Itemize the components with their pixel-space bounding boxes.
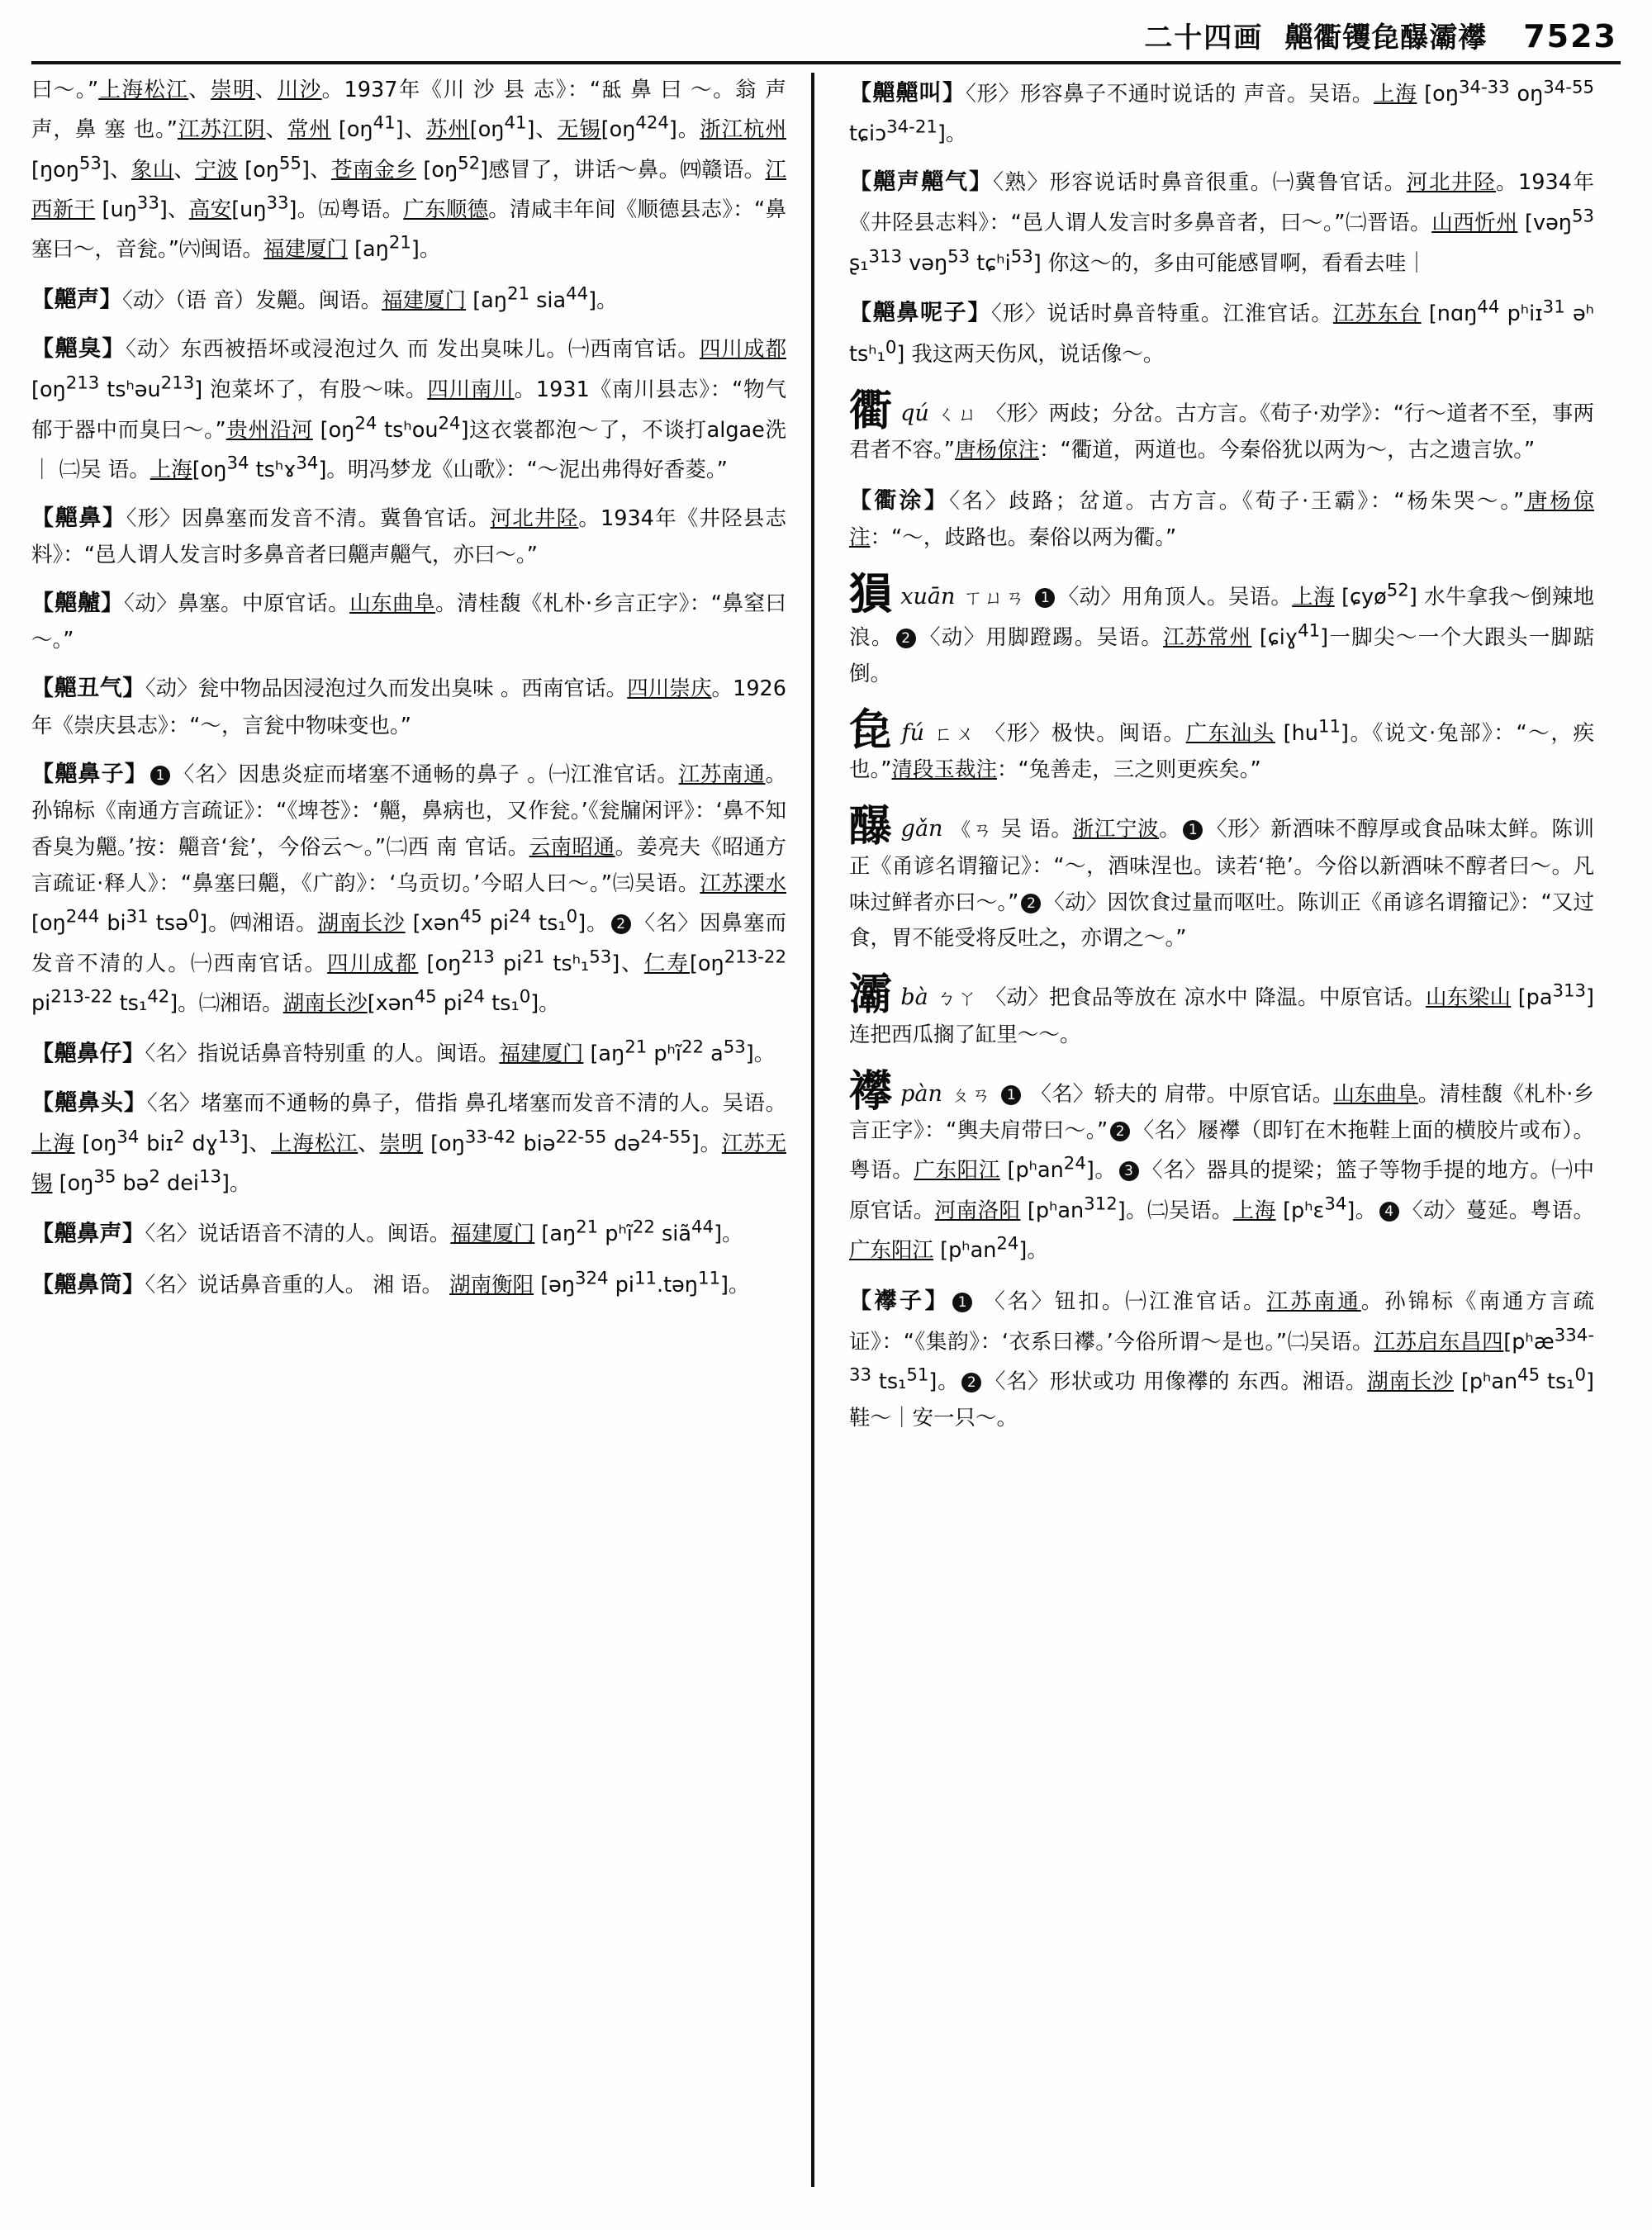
entry-headword: 【齆鼻筒】 (31, 1272, 145, 1298)
entry-body: 〈名〉歧路；岔道。古方言。《荀子·王霸》：“杨朱哭～。”唐杨倞注：“～，歧路也。秦俗以两为衢。” (849, 489, 1595, 551)
entry-body: 〈形〉两歧；分岔。古方言。《荀子·劝学》：“行～道者不至，事两君者不容。”唐杨倞注：“衢道，两道也。今秦俗犹以两为～，古之遗言欤。” (849, 401, 1594, 463)
dictionary-entry (849, 970, 1594, 1053)
dictionary-entry (31, 1033, 786, 1074)
stroke-count-label: 二十四画 (1144, 21, 1264, 55)
entry-head-character: 衢 (849, 386, 893, 436)
entry-headword: 【衢涂】 (849, 488, 950, 515)
header-rule (31, 61, 1621, 64)
page-number: 7523 (1523, 18, 1617, 55)
entry-body: 〈动〉东西被捂坏或浸泡过久 而 发出臭味儿。㈠西南官话。四川成都 [$oŋ^{213}$ tsʰəu$^{213}$] 泡菜坏了，有股～味。四川南川。1931《南川县志》：“物气郁于器中而臭曰～。”贵州沿河 [$oŋ^{24}$ tsʰou$^{24}$]这衣裳都泡～了，不谈打algae洗｜ ㈡吴 语。上海[$oŋ^{34}$ tsʰɤ$^{34}$]。明冯梦龙《山歌》：“～泥出弗得好香菱。” (31, 337, 786, 482)
left-column (31, 73, 806, 2204)
entry-body: 1 〈名〉钮扣。㈠江淮官话。江苏南通。孙锦标《南通方言疏证》：“《集韵》：‘衣系曰襻。’今俗所谓～是也。”㈡吴语。江苏启东昌四[pʰæ$^{334-33}$ ts₁$^{51}$]。 2 〈名〉形状或功 用像襻的 东西。湘语。湖南长沙 [pʰan$^{45}$ ts₁$^0$] 鞋～｜安一只～。 (849, 1288, 1594, 1431)
entry-headword: 【齆齆叫】 (849, 80, 966, 107)
entry-pinyin: bà (900, 985, 928, 1011)
dictionary-entry (31, 585, 786, 659)
dictionary-entry (31, 1264, 786, 1305)
entry-body: 〈名〉说话鼻音重的人。 湘 语。 湖南衡阳 [əŋ$^{324}$ $pi^{11}.təŋ^{11}$]。 (145, 1268, 750, 1298)
entry-body: 1 〈动〉用角顶人。吴语。上海 [ɕyø$^{52}$] 水牛拿我～倒辣地浪。 2 〈动〉用脚蹬踢。吴语。江苏常州 [ɕiɣ$^{41}$]一脚尖～一个大跟头一脚踮倒。 (849, 580, 1594, 687)
dictionary-entry (31, 756, 786, 1022)
entry-zhuyin: ㄆㄢ (950, 1084, 993, 1106)
entry-body: 〈熟〉形容说话时鼻音很重。㈠冀鲁官话。河北井陉。1934年《井陉县志料》：“邑人谓人发言时多鼻音者，曰～。”㈡晋语。山西忻州 [vəŋ$^{53}$ ʂ₁$^{313}$ vəŋ$^{53}$ tɕʰi$^{53}$] 你这～的，多由可能感冒啊，看看去哇｜ (849, 170, 1594, 276)
dictionary-entry (849, 292, 1594, 372)
right-column (819, 73, 1594, 2204)
entry-headword: 【齆鼻声】 (31, 1221, 145, 1247)
entry-pinyin: fú (901, 720, 924, 746)
dictionary-entry (849, 570, 1594, 693)
entry-zhuyin: 《ㄢ (951, 819, 995, 842)
dictionary-entry (31, 500, 786, 574)
entry-pinyin: xuān (900, 584, 956, 610)
entry-body: 吴 语。浙江宁波。 1 〈形〉新酒味不醇厚或食品味太鲜。陈训正《甬谚名谓籀记》：“～，酒味涅也。读若‘艳’。今俗以新酒味不醇者曰～。凡味过鲜者亦曰～。” 2 〈动〉因饮食过量而呕吐。陈训正《甬谚名谓籀记》：“又过食，胃不能受将反吐之，亦谓之～。” (849, 817, 1594, 951)
dictionary-entry (849, 386, 1594, 469)
entry-headword: 【齆鼻呢子】 (849, 300, 991, 326)
entry-body: 1 〈名〉轿夫的 肩带。中原官话。山东曲阜。清桂馥《札朴·乡言正字》：“輿夫肩带曰～。” 2 〈名〉屦襻（即钉在木拖鞋上面的横胶片或布）。粤语。广东阳江 [pʰan$^{24}$]。 3 〈名〉器具的提梁；篮子等物手提的地方。㈠中原官话。河南洛阳 [pʰan$^{312}$]。㈡吴语。上海 [pʰɛ$^{34}$]。 4 〈动〉蔓延。粤语。广东阳江 [pʰan$^{24}$]。 (849, 1081, 1594, 1264)
entry-head-character: 𤠔 (849, 570, 893, 620)
entry-body: 〈动〉把食品等放在 凉水中 降温。中原官话。山东梁山 $[pa^{313}]$ 连把西瓜搁了缸里～～。 (849, 980, 1594, 1047)
entry-body: 〈形〉因鼻塞而发音不清。冀鲁官话。河北井陉。1934年《井陉县志料》：“邑人谓人发言时多鼻音者曰齆声齆气，亦曰～。” (31, 505, 786, 568)
entry-body: 〈动〉瓮中物品因浸泡过久而发出臭味 。西南官话。四川崇庆。1926年《崇庆县志》：“～，言瓮中物味变也。” (31, 676, 786, 738)
entry-pinyin: qú (900, 400, 929, 426)
entry-zhuyin: ㄅㄚ (936, 988, 979, 1010)
dictionary-entry (849, 1283, 1594, 1437)
entry-body: 曰～。”上海松江、崇明、川沙。1937年《川 沙 县 志》：“䑛 鼻 曰 ～。翁 声 声，鼻 塞 也。”江苏江阴、常州 $[oŋ^{41}]$、苏州$[oŋ^{41}]$、无锡$[oŋ^{424}]$。浙江杭州 [ŋoŋ$^{53}$]、象山、宁波 $[oŋ^{55}]$、苍南金乡 $[oŋ^{52}]$感冒了，讲话～鼻。㈣赣语。江西新干 $[uŋ^{33}]$、高安$[uŋ^{33}]$。㈤粤语。广东顺德。清咸丰年间《顺德县志》：“鼻塞曰～，音瓮。”㈥闽语。福建厦门 $[aŋ^{21}]$。 (31, 78, 786, 263)
entry-headword: 【齆鼻仔】 (31, 1041, 145, 1067)
entry-body: 〈名〉说话语音不清的人。闽语。福建厦门 [$aŋ^{21}$ pʰĩ$^{22}$ siã$^{44}$]。 (145, 1217, 743, 1247)
entry-head-character: 襻 (849, 1066, 893, 1117)
dictionary-entry (31, 330, 786, 489)
dictionary-entry (31, 1084, 786, 1203)
header-inner (1144, 15, 1617, 55)
dictionary-entry (849, 802, 1594, 957)
entry-headword: 【齆鼻子】 (31, 761, 149, 787)
entry-zhuyin: ㄑㄩ (937, 403, 979, 425)
entry-head-character: 䤖 (849, 802, 893, 852)
entry-pinyin: gǎn (900, 816, 943, 842)
dictionary-entry (849, 1066, 1594, 1269)
entry-headword: 【齆臭】 (31, 336, 126, 363)
entry-headword: 【齆声齆气】 (849, 169, 994, 196)
entry-headword: 【齆齇】 (31, 591, 124, 617)
page-header (0, 15, 1652, 63)
dictionary-entry (849, 482, 1594, 557)
entry-body: 〈形〉形容鼻子不通时说话的 声音。吴语。上海 [$oŋ^{34-33}$ $oŋ^{34-55}$ tɕiɔ$^{34-21}$]。 (849, 77, 1595, 147)
entry-headword: 【齆丑气】 (31, 676, 145, 702)
entry-body: 〈形〉说话时鼻音特重。江淮官话。江苏东台 [nɑŋ$^{44}$ pʰiɪ$^{31}$ əʰ tsʰ₁$^0$] 我这两天伤风，说话像～。 (849, 297, 1594, 367)
entry-pinyin: pàn (900, 1080, 942, 1107)
entry-body: 〈动〉（语 音）发齆。闽语。福建厦门 [$aŋ^{21}$ sia$^{44}$]。 (122, 283, 618, 313)
dictionary-entry (31, 279, 786, 320)
entry-body: 〈名〉指说话鼻音特别重 的人。闽语。福建厦门 [$aŋ^{21}$ pʰĩ$^{22}$ $a^{53}$]。 (145, 1037, 776, 1067)
dictionary-entry (849, 73, 1594, 153)
entry-body: 〈名〉堵塞而不通畅的鼻子，借指 鼻孔堵塞而发音不清的人。吴语。上海 [$oŋ^{34}$ biɪ$^2$ dɣ$^{13}$]、上海松江、崇明 [$oŋ^{33-42}$ biə$^{22-55}$ də$^{24-55}$]。江苏无锡 [$oŋ^{35}$ bə$^2$ dei$^{13}$]。 (31, 1090, 787, 1196)
dictionary-entry (31, 1213, 786, 1254)
entry-headword: 【齆鼻】 (31, 505, 126, 531)
entry-head-character: 灞 (849, 970, 893, 1021)
entry-zhuyin: ㄈㄨ (932, 724, 978, 745)
entry-body: 〈动〉鼻塞。中原官话。山东曲阜。清桂馥《札朴·乡言正字》：“鼻窒曰～。” (31, 591, 786, 653)
entry-zhuyin: ㄒㄩㄢ (963, 587, 1027, 610)
entry-body: 〈形〉极快。闽语。广东汕头 $[hu^{11}]$。《说文·兔部》：“～，疾也。”清段玉裁注：“兔善走，三之则更疾矣。” (849, 716, 1594, 783)
column-divider (811, 73, 814, 2187)
entry-headword: 【襻子】 (849, 1288, 951, 1314)
dictionary-entry (849, 706, 1594, 789)
entry-body: 1 〈名〉因患炎症而堵塞不通畅的鼻子 。㈠江淮官话。江苏南通。孙锦标《南通方言疏证》：“《埤苍》：‘齆，鼻病也，又作瓮。’《瓮牖闲评》：‘鼻不知香臭为齆。’按：齆音‘瓮’，今俗云～。”㈡西 南 官话。云南昭通。姜亮夫《昭通方言疏证·释人》：“鼻塞曰齆，《广韵》：‘乌贡切。’今昭人曰～。”㈢吴语。江苏溧水 [$oŋ^{244}$ $bi^{31}$ tsə$^0$]。㈣湘语。湖南长沙 [xən$^{45}$ $pi^{24}$ ts₁$^0$]。 2 〈名〉因鼻塞而发音不清的人。㈠西南官话。四川成都 [$oŋ^{213}$ $pi^{21}$ tsʰ₁$^{53}$]、仁寿[$oŋ^{213-22}$ $pi^{213-22}$ ts₁$^{42}$]。㈡湘语。湖南长沙[xən$^{45}$ $pi^{24}$ ts₁$^0$]。 (31, 762, 787, 1016)
dictionary-entry (849, 164, 1594, 282)
entry-head-character: 㲋 (849, 706, 894, 756)
dictionary-entry (31, 670, 786, 744)
continuation-paragraph (31, 73, 786, 268)
entry-headword: 【齆鼻头】 (31, 1089, 147, 1116)
header-characters: 齆衢䦆㲋䤖灞襻 (1284, 21, 1488, 55)
columns-container (31, 73, 1621, 2204)
entry-headword: 【齆声】 (31, 287, 122, 313)
